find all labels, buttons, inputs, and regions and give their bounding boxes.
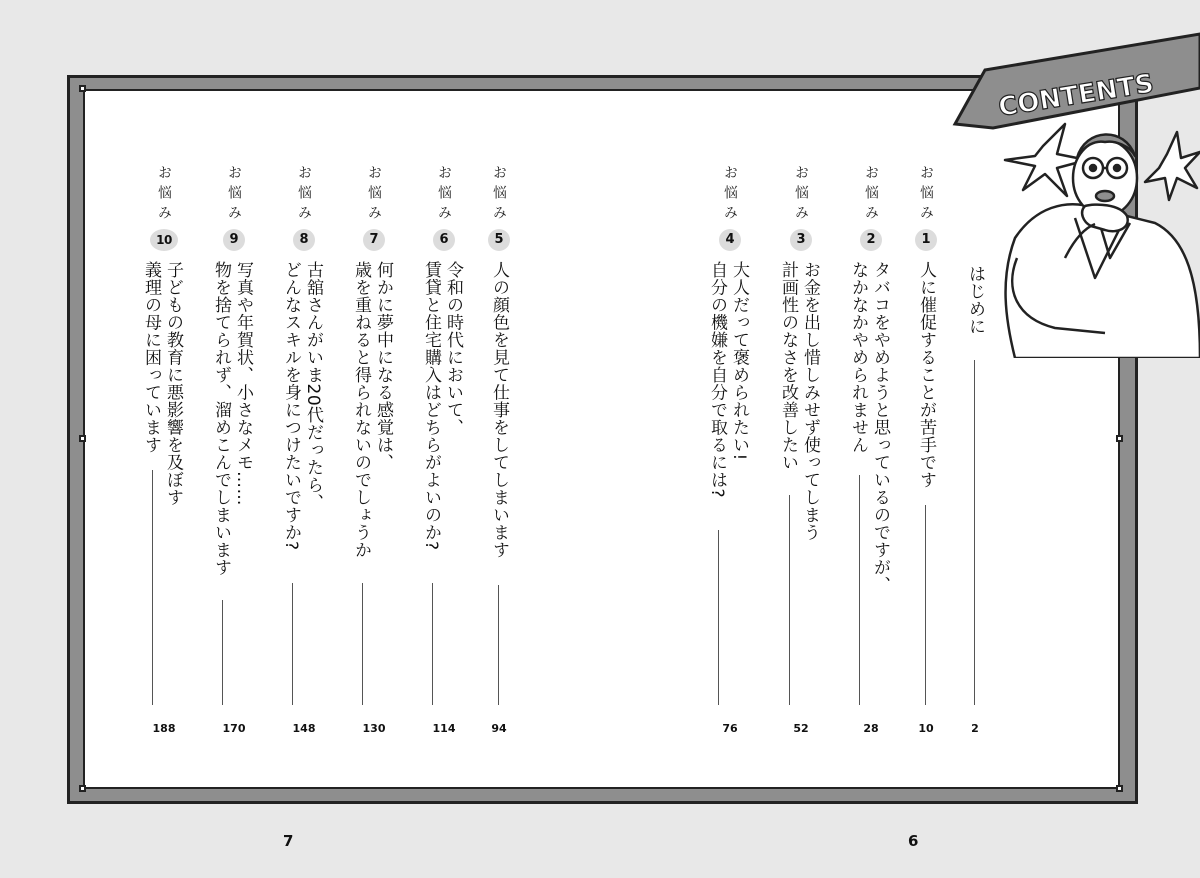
entry-title-line-2: どんなスキルを身につけたいですか? bbox=[281, 261, 301, 551]
toc-entry-2[interactable] bbox=[848, 165, 890, 745]
entry-number-badge: 3 bbox=[790, 229, 812, 251]
entry-number-badge: 10 bbox=[150, 229, 178, 251]
entry-label: お悩み bbox=[863, 165, 879, 225]
page-number: 170 bbox=[222, 722, 246, 735]
contents-title: CONTENTS bbox=[996, 68, 1156, 123]
page-number: 28 bbox=[863, 722, 879, 735]
page-number: 148 bbox=[292, 722, 316, 735]
leader-line bbox=[859, 475, 860, 705]
entry-label: お悩み bbox=[156, 165, 172, 225]
entry-label: お悩み bbox=[226, 165, 242, 225]
page-number: 114 bbox=[432, 722, 456, 735]
entry-title-line-2: 義理の母に困っています bbox=[141, 261, 161, 454]
leader-line bbox=[292, 583, 293, 705]
entry-label: お悩み bbox=[793, 165, 809, 225]
entry-title-line-2: 物を捨てられず、溜めこんでしまいます bbox=[211, 261, 231, 576]
entry-title-line-1: 子どもの教育に悪影響を及ぼす bbox=[163, 261, 183, 506]
entry-title-line-2: なかなかやめられません bbox=[848, 261, 868, 454]
toc-entry-1[interactable] bbox=[910, 165, 942, 745]
entry-title-line-1: タバコをやめようと思っているのですが、 bbox=[870, 261, 890, 594]
entry-label: お悩み bbox=[436, 165, 452, 225]
leader-line bbox=[925, 505, 926, 705]
toc-entry-6[interactable] bbox=[421, 165, 463, 745]
toc-entry-9[interactable] bbox=[211, 165, 253, 745]
entry-number-badge: 8 bbox=[293, 229, 315, 251]
folio-left: 7 bbox=[283, 832, 294, 850]
entry-label: お悩み bbox=[918, 165, 934, 225]
frame-handle-bottom-left bbox=[79, 785, 86, 792]
entry-number-badge: 6 bbox=[433, 229, 455, 251]
frame-handle-top-left bbox=[79, 85, 86, 92]
entry-title-line-1: 何かに夢中になる感覚は、 bbox=[373, 261, 393, 471]
toc-entry-7[interactable] bbox=[351, 165, 393, 745]
entry-number-badge: 2 bbox=[860, 229, 882, 251]
entry-title-line-2: 自分の機嫌を自分で取るには? bbox=[707, 261, 727, 499]
entry-number-badge: 5 bbox=[488, 229, 510, 251]
person-illustration bbox=[1005, 124, 1200, 358]
entry-label: お悩み bbox=[722, 165, 738, 225]
toc-entry-4[interactable] bbox=[707, 165, 749, 745]
toc-entry-8[interactable] bbox=[281, 165, 323, 745]
page-number: 76 bbox=[722, 722, 738, 735]
entry-number-badge: 7 bbox=[363, 229, 385, 251]
leader-line bbox=[222, 600, 223, 705]
page-number: 52 bbox=[793, 722, 809, 735]
entry-title-line-1: 令和の時代において、 bbox=[443, 261, 463, 436]
entry-label: お悩み bbox=[491, 165, 507, 225]
intro-entry[interactable] bbox=[959, 165, 991, 745]
entry-title-line-1: 人の顔色を見て仕事をしてしまいます bbox=[489, 261, 509, 559]
frame-handle-middle-right bbox=[1116, 435, 1123, 442]
entry-title-line-1: 人に催促することが苦手です bbox=[916, 261, 936, 489]
entry-label: お悩み bbox=[296, 165, 312, 225]
entry-label: お悩み bbox=[366, 165, 382, 225]
entry-number-badge: 1 bbox=[915, 229, 937, 251]
leader-line bbox=[432, 583, 433, 705]
entry-number-badge: 4 bbox=[719, 229, 741, 251]
folio-right: 6 bbox=[908, 832, 919, 850]
leader-line bbox=[498, 585, 499, 705]
toc-entry-10[interactable] bbox=[141, 165, 183, 745]
page-number: 10 bbox=[918, 722, 934, 735]
entry-number-badge: 9 bbox=[223, 229, 245, 251]
leader-line bbox=[789, 495, 790, 705]
leader-line bbox=[974, 360, 975, 705]
page-number: 130 bbox=[362, 722, 386, 735]
toc-entry-5[interactable] bbox=[483, 165, 515, 745]
entry-title-line-1: 古舘さんがいま20代だったら、 bbox=[303, 261, 323, 512]
leader-line bbox=[362, 583, 363, 705]
frame-handle-bottom-right bbox=[1116, 785, 1123, 792]
entry-title-line-1: 写真や年賀状、小さなメモ…… bbox=[233, 261, 253, 506]
frame-handle-middle-left bbox=[79, 435, 86, 442]
leader-line bbox=[718, 530, 719, 705]
entry-title-line-1: お金を出し惜しみせず使ってしまう bbox=[800, 261, 820, 541]
entry-title-line-2: 計画性のなさを改善したい bbox=[778, 261, 798, 471]
page-number: 2 bbox=[971, 722, 979, 735]
entry-title-line-1: 大人だって褒められたい! bbox=[729, 261, 749, 461]
intro-title: はじめに bbox=[965, 265, 985, 335]
entry-title-line-2: 歳を重ねると得られないのでしょうか bbox=[351, 261, 371, 559]
entry-title-line-2: 賃貸と住宅購入はどちらがよいのか? bbox=[421, 261, 441, 551]
leader-line bbox=[152, 470, 153, 705]
page-number: 94 bbox=[491, 722, 507, 735]
toc-entry-3[interactable] bbox=[778, 165, 820, 745]
page-number: 188 bbox=[152, 722, 176, 735]
